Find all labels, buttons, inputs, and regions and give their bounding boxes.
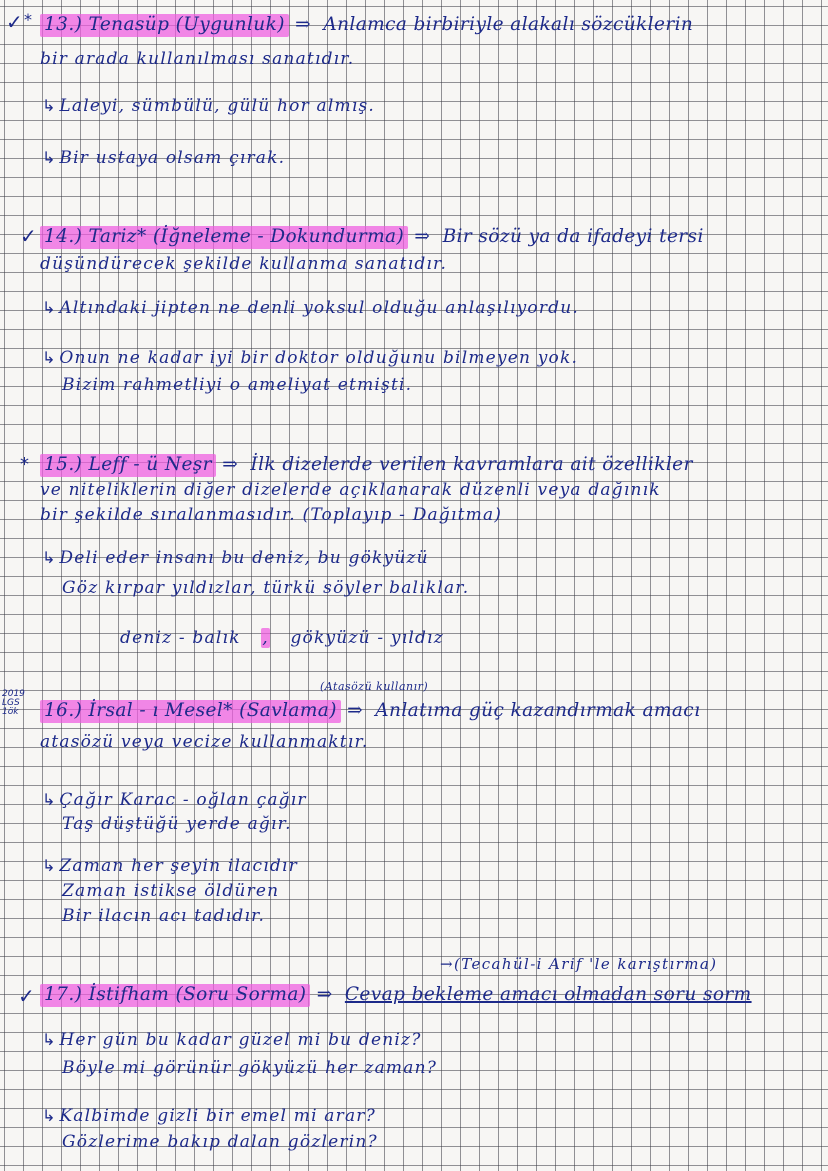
definition-arrow: ⇒ <box>222 454 239 475</box>
section-15-definition-tail: bir şekilde sıralanmasıdır. (Toplayıp - Dağıtma) <box>40 505 503 525</box>
example-line: Zaman her şeyin ilacıdır <box>59 856 298 876</box>
section-14-definition-tail: düşündürecek şekilde kullanma sanatıdır. <box>40 254 448 274</box>
section-16-title: 16.) İrsal - ı Mesel* (Savlama) <box>40 700 341 723</box>
section-13-definition-head: Anlamca birbiriyle alakalı sözcüklerin <box>323 14 694 35</box>
section-15-definition-head: İlk dizelerde verilen kavramlara ait özellikler <box>250 454 693 475</box>
example-line: Zaman istikse öldüren <box>62 881 280 901</box>
section-13-example-1 <box>42 96 375 116</box>
section-13-heading-line <box>40 14 693 35</box>
section-16-heading-line <box>40 700 700 721</box>
definition-arrow: ⇒ <box>414 226 431 247</box>
definition-arrow: ⇒ <box>347 700 363 721</box>
example-line: Çağır Karac - oğlan çağır <box>59 790 307 810</box>
section-17-example-2 <box>42 1106 376 1126</box>
example-arrow-icon: ↳ <box>42 298 56 317</box>
star-mark-13: * <box>24 10 32 29</box>
example-arrow-icon: ↳ <box>42 96 56 115</box>
section-13-example-2 <box>42 148 285 168</box>
check-mark-14: ✓ <box>20 224 37 248</box>
section-16-example-2 <box>42 856 298 876</box>
example-line: Her gün bu kadar güzel mi bu deniz? <box>59 1030 422 1050</box>
section-17-example-1 <box>42 1030 422 1050</box>
section-17-definition-head: Cevap bekleme amacı olmadan soru sorm <box>344 984 752 1005</box>
section-14-example-1 <box>42 298 579 318</box>
check-mark-13: ✓ <box>6 10 23 34</box>
section-14-definition-head: Bir sözü ya da ifadeyi tersi <box>442 226 704 247</box>
example-line: Göz kırpar yıldızlar, türkü söyler balıklar. <box>62 578 470 598</box>
example-line: Deli eder insanı bu deniz, bu gökyüzü <box>59 548 429 568</box>
margin-note-line: 2019 <box>2 689 25 699</box>
pair-2: gökyüzü - yıldız <box>290 628 444 648</box>
section-17-title: 17.) İstifham (Soru Sorma) <box>40 984 310 1007</box>
example-line: Bizim rahmetliyi o ameliyat etmişti. <box>62 375 413 395</box>
star-mark-15: * <box>20 454 29 475</box>
section-13-title: 13.) Tenasüp (Uygunluk) <box>40 14 289 37</box>
margin-note-line: LGS <box>2 698 20 708</box>
section-14-title: 14.) Tariz* (İğneleme - Dokundurma) <box>40 226 408 249</box>
example-arrow-icon: ↳ <box>42 790 56 809</box>
example-arrow-icon: ↳ <box>42 1030 56 1049</box>
section-15-pairs <box>120 628 444 648</box>
pair-separator: , <box>262 628 269 648</box>
example-line: Bir ilacın acı tadıdır. <box>62 906 266 926</box>
definition-arrow: ⇒ <box>295 14 312 35</box>
example-line: Onun ne kadar iyi bir doktor olduğunu bilmeyen yok. <box>59 348 579 368</box>
example-line: Taş düştüğü yerde ağır. <box>62 814 292 834</box>
example-line: Bir ustaya olsam çırak. <box>59 148 286 168</box>
example-line: Kalbimde gizli bir emel mi arar? <box>59 1106 376 1126</box>
margin-note <box>2 690 25 717</box>
example-line: Böyle mi görünür gökyüzü her zaman? <box>62 1058 438 1078</box>
section-17-heading-line <box>40 984 752 1005</box>
check-mark-17: ✓ <box>18 984 35 1008</box>
example-arrow-icon: ↳ <box>42 1106 56 1125</box>
pair-1: deniz - balık <box>120 628 241 648</box>
section-16-definition-head: Anlatıma güç kazandırmak amacı <box>375 700 701 721</box>
section-17-note: →(Tecahül-i Arif 'le karıştırma) <box>440 955 718 973</box>
section-14-heading-line <box>40 226 704 247</box>
example-line: Laleyi, sümbülü, gülü hor almış. <box>59 96 375 116</box>
example-line: Altındaki jipten ne denli yoksul olduğu anlaşılıyordu. <box>59 298 579 318</box>
example-line: Gözlerime bakıp dalan gözlerin? <box>62 1132 378 1152</box>
section-13-definition-tail: bir arada kullanılması sanatıdır. <box>40 49 355 69</box>
section-16-note: (Atasözü kullanır) <box>320 680 429 693</box>
example-arrow-icon: ↳ <box>42 148 56 167</box>
margin-note-line: 1ök <box>2 707 19 717</box>
example-arrow-icon: ↳ <box>42 348 56 367</box>
section-15-heading-line <box>40 454 693 475</box>
section-16-definition-tail: atasözü veya vecize kullanmaktır. <box>40 732 369 752</box>
example-arrow-icon: ↳ <box>42 856 56 875</box>
example-arrow-icon: ↳ <box>42 548 56 567</box>
definition-arrow: ⇒ <box>316 984 333 1005</box>
section-15-title: 15.) Leff - ü Neşr <box>40 454 216 477</box>
section-16-example-1 <box>42 790 307 810</box>
section-15-definition-mid: ve niteliklerin diğer dizelerde açıklanarak düzenli veya dağınık <box>40 480 661 500</box>
section-15-example-1 <box>42 548 429 568</box>
section-14-example-2 <box>42 348 578 368</box>
